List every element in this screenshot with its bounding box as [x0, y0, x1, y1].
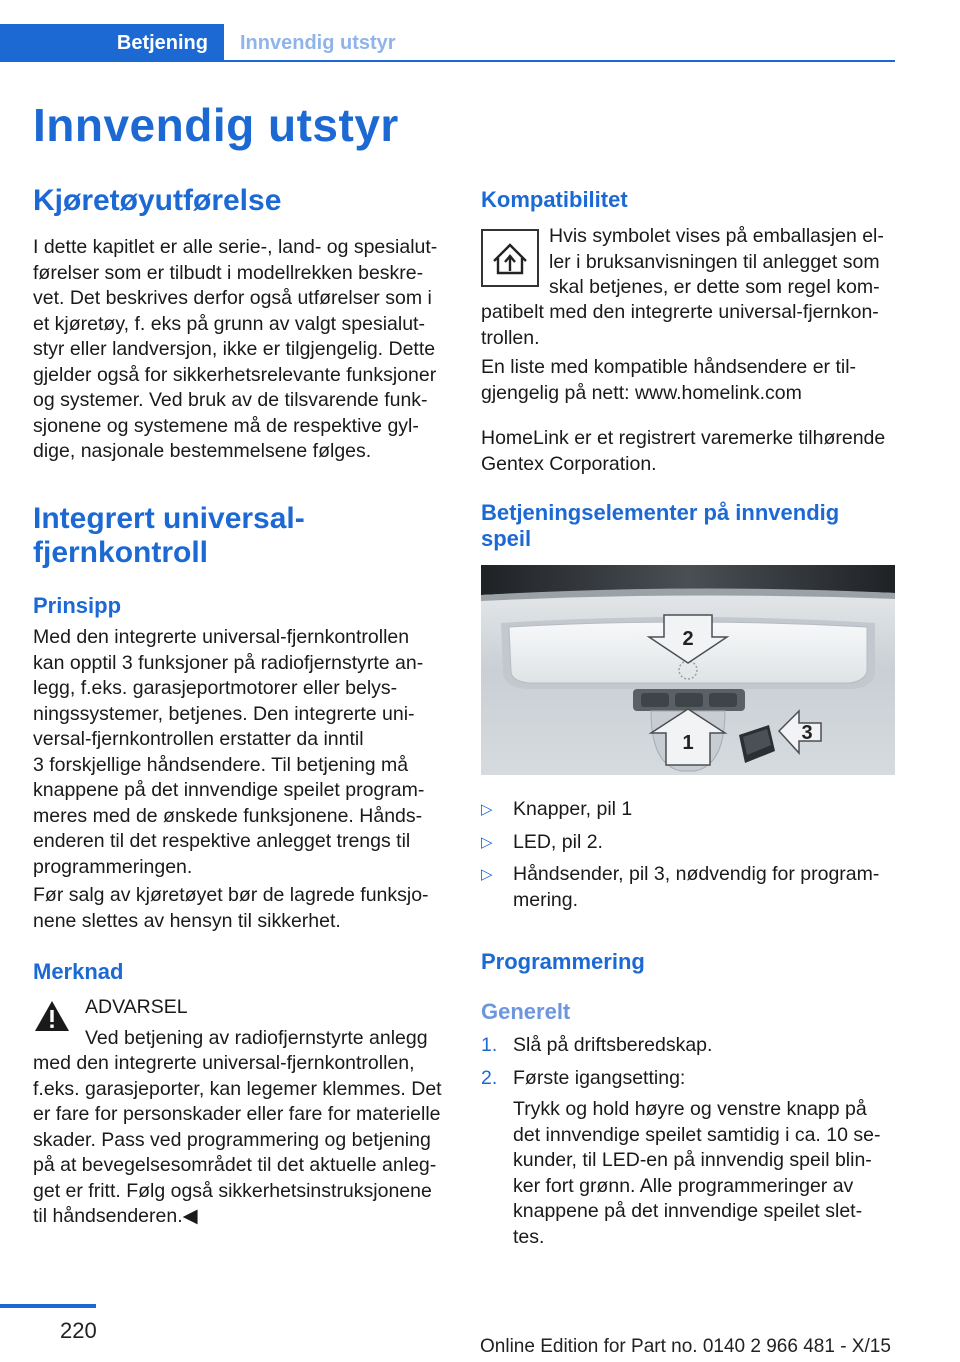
rearview-mirror-image: [481, 565, 895, 775]
text-line: ler i bruksanvisningen til anlegget som: [549, 250, 880, 273]
warning-first-line: Ved betjening av radiofjernstyrte anlegg: [85, 1027, 428, 1049]
house-arrow-icon: [483, 231, 537, 285]
sale-text: [33, 883, 429, 934]
header-rule: [224, 60, 895, 62]
text-line: Før salg av kjøretøyet bør de lagrede funksjo‐: [33, 884, 429, 906]
list-item: [481, 1066, 897, 1251]
text-line: enderen til det respektive anlegget trengs til: [33, 830, 411, 852]
heading-programming: Programmering: [481, 949, 645, 974]
text-line: patibelt med den integrerte universal-fjernkon‐: [481, 301, 879, 323]
text-line: til håndsenderen.◀: [33, 1205, 198, 1227]
bullet-marker-icon: ▷: [481, 833, 493, 851]
text-line: styr eller landversjon, ikke er tilgjengelig. Dette: [33, 338, 436, 360]
text-line: Gentex Corporation.: [481, 452, 657, 475]
compat-list-text: [481, 355, 856, 406]
list-item-text: LED, pil 2.: [513, 830, 603, 853]
edition-info: Online Edition for Part no. 0140 2 966 481 - X/15: [480, 1336, 891, 1357]
text-line: trollen.: [481, 326, 540, 349]
text-line: nene slettes av hensyn til sikkerhet.: [33, 909, 341, 932]
header-subsection-tab: Innvendig utstyr: [240, 32, 396, 54]
step-number: 1.: [481, 1034, 498, 1056]
text-line: get er fritt. Følg også sikkerhetsinstruksjonene: [33, 1179, 432, 1202]
list-item: [481, 1033, 897, 1059]
step-2-detail: [513, 1097, 897, 1250]
header-section-tab: Betjening: [0, 24, 224, 62]
heading-note: Merknad: [33, 959, 124, 984]
text-line: og systemer. Ved bruk av de tilsvarende funk‐: [33, 389, 428, 411]
text-line: skader. Pass ved programmering og betjening: [33, 1128, 431, 1151]
list-item: [481, 862, 897, 913]
text-line: gjengelig på nett: www.homelink.com: [481, 381, 802, 404]
heading-mirror-controls: [481, 500, 839, 552]
heading-line: Betjeningselementer på innvendig: [481, 500, 840, 525]
text-line: knappene på det innvendige speilet program‐: [33, 779, 425, 801]
text-line: f.eks. garasjeporter, kan legemer klemmes. Det: [33, 1077, 442, 1100]
page-title: Innvendig utstyr: [33, 99, 399, 151]
text-line: det innvendige speilet samtidig i ca. 10 se‐: [513, 1123, 881, 1146]
text-line: sjonene og systemene må de respektive gyl‐: [33, 414, 419, 437]
bullet-marker-icon: ▷: [481, 866, 493, 883]
mirror-illustration: [481, 565, 895, 775]
bullet-marker-icon: ▷: [481, 801, 493, 818]
heading-universal-remote: [33, 502, 305, 570]
text-line: skal betjenes, er dette som regel kom‐: [549, 276, 880, 298]
warning-title: ADVARSEL: [85, 996, 188, 1018]
list-item-text: Første igangsetting:: [513, 1066, 686, 1089]
text-line: Trykk og hold høyre og venstre knapp på: [513, 1098, 867, 1120]
arrow-label-1: 1: [682, 732, 694, 754]
text-line: En liste med kompatible håndsendere er til‐: [481, 356, 857, 378]
arrow-label-2: 2: [682, 628, 694, 650]
vehicle-version-text: [33, 235, 437, 465]
list-item-text: Knapper, pil 1: [513, 798, 633, 820]
heading-compatibility: Kompatibilitet: [481, 187, 628, 212]
text-line: knappene på det innvendige speilet slet‐: [513, 1200, 863, 1222]
text-line: førelser som er tilbudt i modellrekken beskre‐: [33, 261, 424, 284]
heading-principle: Prinsipp: [33, 593, 122, 618]
heading-line: fjernkontroll: [33, 536, 209, 569]
text-line: ningssystemer, betjenes. Den integrerte uni‐: [33, 702, 415, 725]
text-line: versal-fjernkontrollen erstatter da inntil: [33, 728, 364, 750]
list-item: [481, 830, 897, 856]
heading-line: speil: [481, 526, 532, 551]
list-item-text: mering.: [513, 888, 579, 911]
compat-icon-text: [549, 224, 884, 301]
warning-triangle-icon: [33, 998, 71, 1034]
text-line: I dette kapitlet er alle serie-, land- og spesialut‐: [33, 236, 438, 258]
heading-vehicle-version: Kjøretøyutførelse: [33, 184, 282, 217]
text-line: med den integrerte universal-fjernkontrollen,: [33, 1052, 415, 1074]
principle-text: [33, 625, 424, 880]
text-line: gjelder også for sikkerhetsrelevante funksjoner: [33, 363, 437, 386]
text-line: på at bevegelsesområdet til det aktuelle anleg‐: [33, 1154, 437, 1176]
page-number: 220: [60, 1318, 97, 1343]
step-number: 2.: [481, 1066, 498, 1089]
warning-text: [33, 1051, 442, 1230]
page-header: [0, 24, 895, 62]
text-line: et kjøretøy, f. eks på grunn av valgt spesialut‐: [33, 312, 425, 335]
text-line: kunder, til LED-en på innvendig speil blin‐: [513, 1149, 872, 1171]
compat-text: [481, 300, 879, 351]
text-line: legg, f.eks. garasjeportmotorer eller belys‐: [33, 677, 398, 699]
text-line: programmeringen.: [33, 855, 193, 878]
text-line: er fare for personskader eller fare for materielle: [33, 1103, 441, 1125]
footer-rule: [0, 1304, 96, 1308]
arrow-label-3: 3: [801, 722, 813, 744]
trademark-text: [481, 426, 885, 477]
text-line: vet. Det beskrives derfor også utførelser som i: [33, 287, 432, 309]
list-item-text: Slå på driftsberedskap.: [513, 1034, 713, 1056]
list-item-text: Håndsender, pil 3, nødvendig for program‐: [513, 863, 880, 885]
list-item: [481, 797, 897, 823]
text-line: HomeLink er et registrert varemerke tilhørende: [481, 427, 886, 449]
heading-general: Generelt: [481, 999, 571, 1024]
text-line: tes.: [513, 1225, 545, 1248]
text-line: Med den integrerte universal-fjernkontrollen: [33, 626, 410, 648]
text-line: Hvis symbolet vises på emballasjen el‐: [549, 225, 884, 247]
programming-steps: [481, 1033, 897, 1250]
text-line: kan opptil 3 funksjoner på radiofjernstyrte an‐: [33, 651, 424, 674]
text-line: dige, nasjonale bestemmelsene følges.: [33, 440, 372, 462]
text-line: ker fort grønn. Alle programmeringer av: [513, 1174, 854, 1197]
text-line: meres med de ønskede funksjonene. Hånds‐: [33, 804, 423, 827]
mirror-controls-list: [481, 797, 897, 913]
homelink-compat-icon: [481, 229, 539, 287]
heading-line: Integrert universal‐: [33, 502, 305, 535]
text-line: 3 forskjellige håndsendere. Til betjening må: [33, 753, 409, 776]
